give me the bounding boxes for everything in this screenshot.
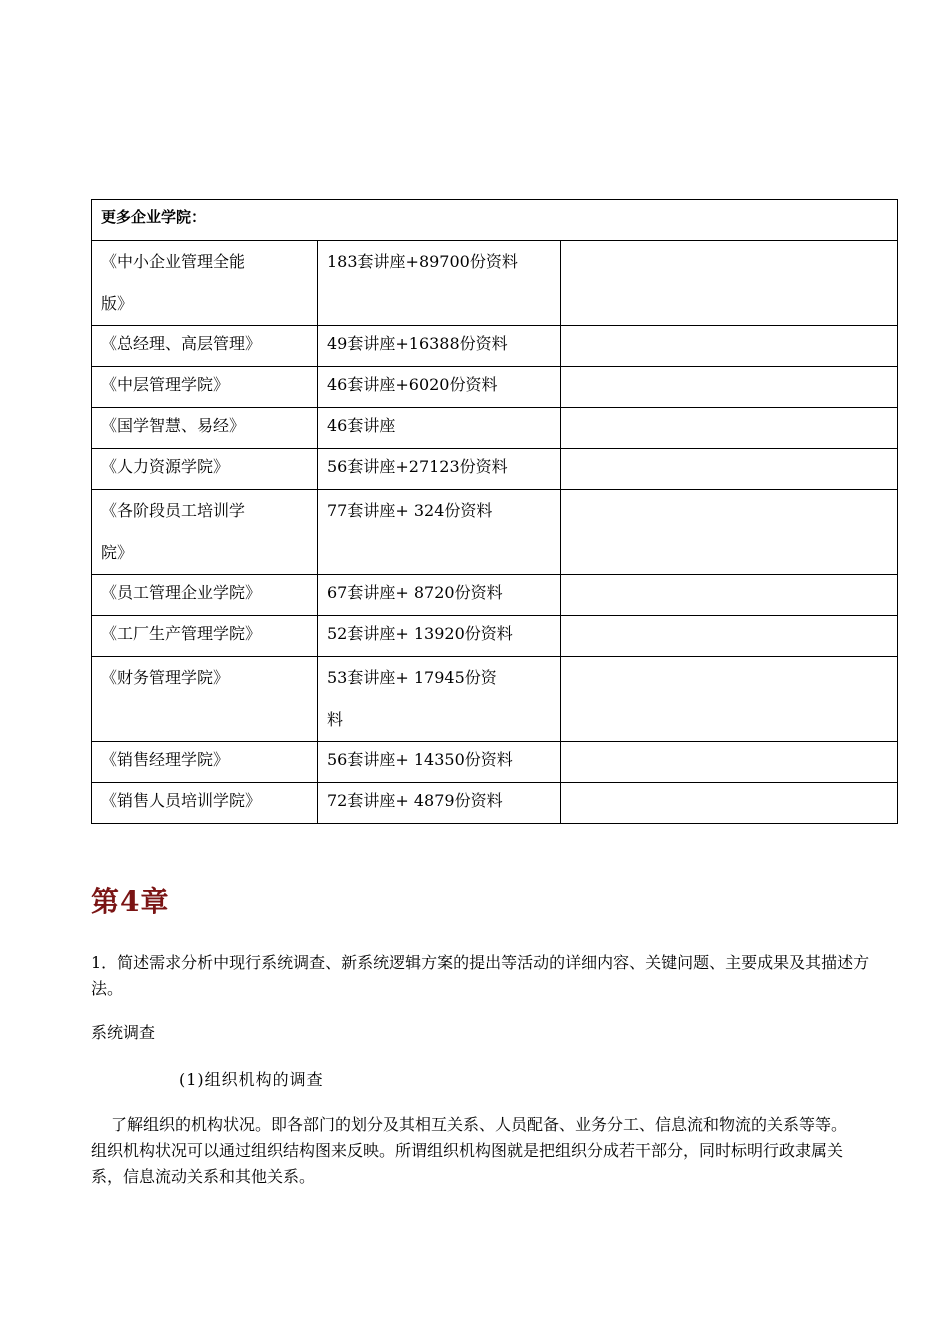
academy-name-cell-line: 《中层管理学院》 — [101, 375, 230, 394]
academy-name-cell-line: 版》 — [101, 294, 134, 313]
table-row — [92, 657, 898, 742]
empty-cell — [561, 367, 898, 408]
academy-name-cell — [92, 408, 318, 449]
empty-cell — [561, 742, 898, 783]
academy-name-cell — [92, 241, 318, 326]
academy-name-cell-line: 《销售经理学院》 — [101, 750, 230, 769]
academy-content-cell-line: 77套讲座+ 324份资料 — [327, 501, 493, 520]
academy-table-body — [92, 200, 898, 824]
table-row — [92, 449, 898, 490]
academy-name-cell — [92, 449, 318, 490]
empty-cell — [561, 490, 898, 575]
academy-name-cell-line: 《人力资源学院》 — [101, 457, 230, 476]
academy-name-cell — [92, 326, 318, 367]
academy-content-cell-line: 46套讲座 — [327, 416, 396, 435]
table-row — [92, 783, 898, 824]
chapter-title: 第4章 — [91, 885, 170, 918]
academy-content-cell — [318, 241, 561, 326]
empty-cell — [561, 449, 898, 490]
sub-heading: (1)组织机构的调查 — [179, 1070, 324, 1089]
empty-cell — [561, 326, 898, 367]
academy-content-cell — [318, 657, 561, 742]
academy-content-cell — [318, 616, 561, 657]
academy-content-cell — [318, 783, 561, 824]
academy-content-cell — [318, 326, 561, 367]
academy-content-cell-line: 67套讲座+ 8720份资料 — [327, 583, 503, 602]
academy-name-cell — [92, 367, 318, 408]
academy-content-cell-line: 72套讲座+ 4879份资料 — [327, 791, 503, 810]
academy-content-cell-line: 183套讲座+89700份资料 — [327, 252, 518, 271]
body-paragraph: 了解组织的机构状况。即各部门的划分及其相互关系、人员配备、业务分工、信息流和物流的关系等等。组织机构状况可以通过组织结构图来反映。所谓组织机构图就是把组织分成若干部分，同时标明行政隶属关系，信息流动关系和其他关系。 — [91, 1115, 848, 1186]
academy-name-cell-line: 院》 — [101, 543, 134, 562]
table-row — [92, 367, 898, 408]
academy-content-cell — [318, 449, 561, 490]
academy-name-cell — [92, 575, 318, 616]
academy-name-cell-line: 《各阶段员工培训学 — [101, 501, 246, 520]
table-row — [92, 742, 898, 783]
empty-cell — [561, 408, 898, 449]
academy-name-cell — [92, 783, 318, 824]
academy-content-cell-line: 46套讲座+6020份资料 — [327, 375, 498, 394]
academy-name-cell-line: 《中小企业管理全能 — [101, 252, 246, 271]
academy-content-cell-line: 49套讲座+16388份资料 — [327, 334, 508, 353]
empty-cell — [561, 241, 898, 326]
academy-name-cell-line: 《总经理、高层管理》 — [101, 334, 262, 353]
question-text: 1．简述需求分析中现行系统调查、新系统逻辑方案的提出等活动的详细内容、关键问题、主要成果及其描述方法。 — [91, 953, 870, 998]
academy-content-cell-line: 料 — [327, 710, 344, 729]
academy-content-cell-line: 53套讲座+ 17945份资 — [327, 668, 497, 687]
academy-name-cell — [92, 616, 318, 657]
academy-name-cell-line: 《销售人员培训学院》 — [101, 791, 262, 810]
academy-content-cell — [318, 575, 561, 616]
academy-content-cell-line: 56套讲座+ 14350份资料 — [327, 750, 513, 769]
academy-table — [91, 199, 898, 824]
academy-name-cell — [92, 657, 318, 742]
empty-cell — [561, 616, 898, 657]
empty-cell — [561, 783, 898, 824]
section-heading: 系统调查 — [91, 1023, 156, 1042]
table-row — [92, 490, 898, 575]
academy-name-cell-line: 《财务管理学院》 — [101, 668, 230, 687]
table-row — [92, 575, 898, 616]
academy-content-cell-line: 52套讲座+ 13920份资料 — [327, 624, 513, 643]
table-row — [92, 408, 898, 449]
academy-content-cell-line: 56套讲座+27123份资料 — [327, 457, 508, 476]
academy-name-cell-line: 《员工管理企业学院》 — [101, 583, 262, 602]
academy-content-cell — [318, 490, 561, 575]
empty-cell — [561, 575, 898, 616]
table-row — [92, 241, 898, 326]
academy-content-cell — [318, 367, 561, 408]
academy-name-cell-line: 《国学智慧、易经》 — [101, 416, 246, 435]
empty-cell — [561, 657, 898, 742]
table-header-row — [92, 200, 898, 241]
table-row — [92, 326, 898, 367]
academy-content-cell — [318, 408, 561, 449]
academy-name-cell — [92, 742, 318, 783]
table-row — [92, 616, 898, 657]
academy-content-cell — [318, 742, 561, 783]
table-header-cell: 更多企业学院： — [92, 200, 898, 241]
academy-name-cell-line: 《工厂生产管理学院》 — [101, 624, 262, 643]
academy-name-cell — [92, 490, 318, 575]
